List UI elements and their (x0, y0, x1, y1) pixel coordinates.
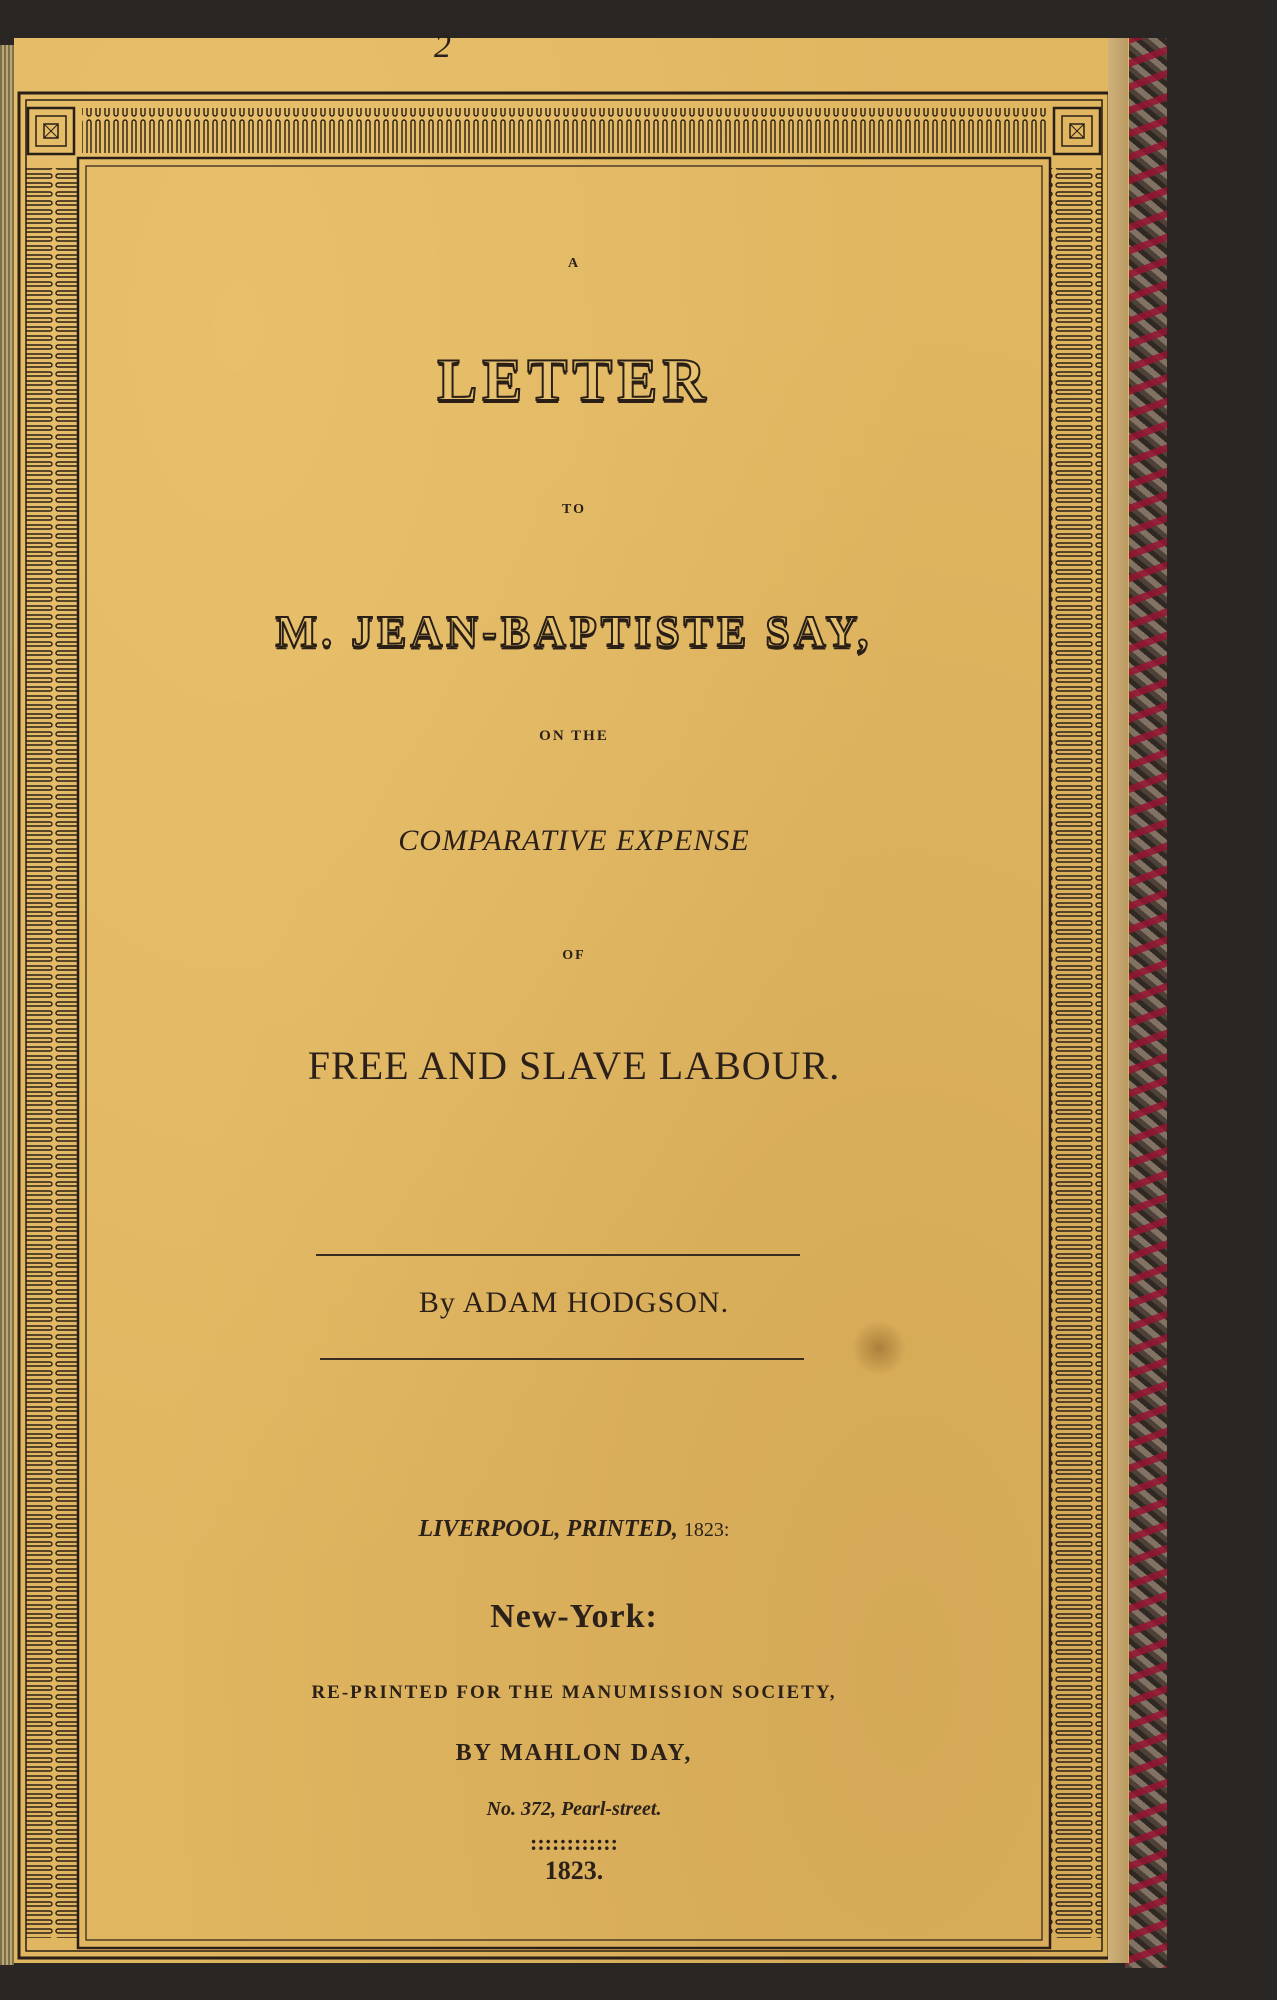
to-label: TO (562, 502, 586, 517)
imprint-year: 1823. (544, 1856, 604, 1885)
title-page (14, 28, 1129, 1963)
reprint-line: RE-PRINTED FOR THE MANUMISSION SOCIETY, (311, 1682, 837, 1703)
author-name: ADAM HODGSON. (462, 1286, 730, 1319)
ornament-divider: :::::::::::: (530, 1830, 618, 1855)
on-the-label: ON THE (539, 728, 609, 744)
subject-line-1: COMPARATIVE EXPENSE (398, 824, 750, 857)
handwritten-mark: 2 (434, 28, 451, 65)
ornamental-border (14, 38, 1129, 1963)
left-book-edge (0, 45, 14, 1965)
subject-line-2: FREE AND SLAVE LABOUR. (307, 1043, 841, 1088)
page-edge-shadow (1108, 38, 1128, 1963)
original-imprint-text: LIVERPOOL, PRINTED, (418, 1516, 678, 1542)
byline-prefix: By (418, 1286, 456, 1319)
printer-address: No. 372, Pearl-street. (486, 1798, 662, 1820)
marbled-endpaper (1125, 38, 1167, 1968)
of-label: OF (562, 948, 586, 963)
article-a: A (567, 256, 581, 271)
rule-bottom (320, 1358, 804, 1360)
city-name: New-York: (490, 1598, 658, 1635)
byline (14, 1286, 1134, 1320)
original-year: 1823: (683, 1519, 730, 1541)
page-title: LETTER (437, 347, 711, 413)
original-imprint (14, 1516, 1134, 1543)
addressee: M. JEAN-BAPTISTE SAY, (275, 607, 873, 656)
printer-name: BY MAHLON DAY, (455, 1740, 693, 1766)
rule-top (316, 1254, 800, 1256)
